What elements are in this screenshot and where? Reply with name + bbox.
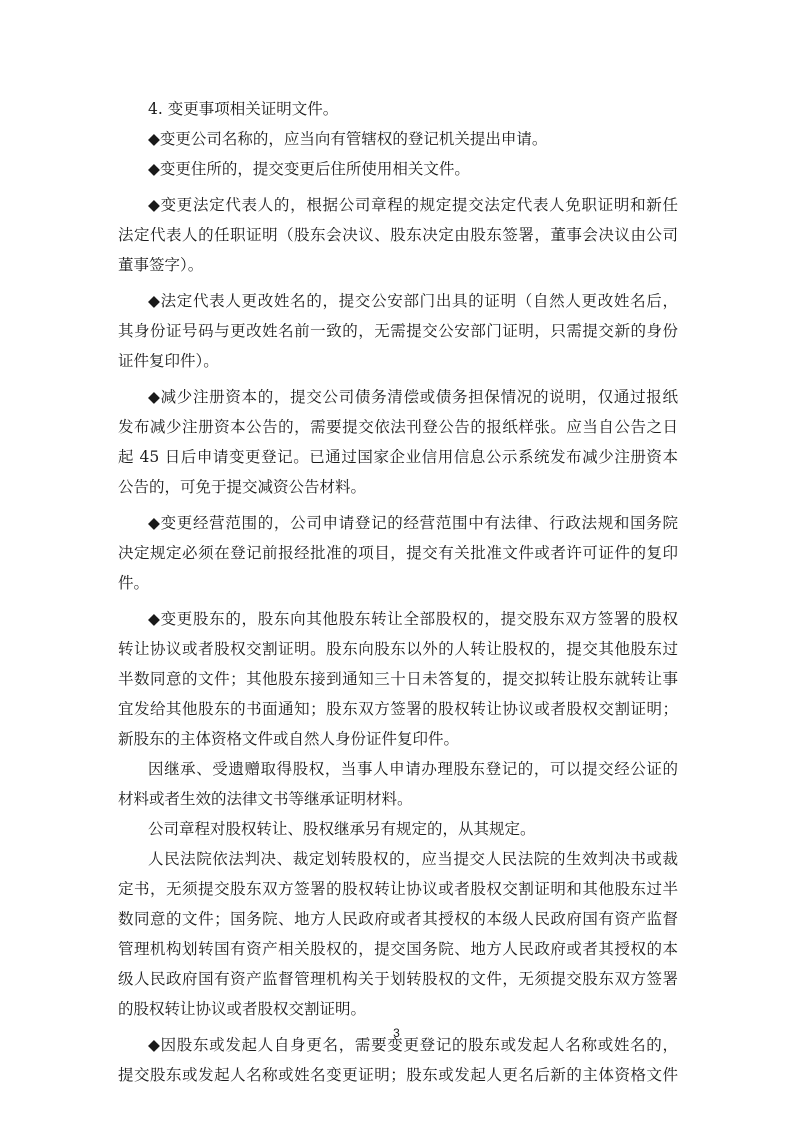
text-line: 管理机构划转国有资产相关股权的，提交国务院、地方人民政府或者其授权的本 [118,940,678,958]
text-line: 宜发给其他股东的书面通知；股东双方签署的股权转让协议或者股权交割证明； [118,700,678,718]
text-line: ◆法定代表人更改姓名的，提交公安部门出具的证明（自然人更改姓名后， [148,292,678,310]
text-line: 级人民政府国有资产监督管理机构关于划转股权的文件，无须提交股东双方签署 [118,970,678,988]
text-line: ◆变更住所的，提交变更后住所使用相关文件。 [148,160,470,178]
text-line: 新股东的主体资格文件或自然人身份证件复印件。 [118,730,460,748]
text-line: 人民法院依法判决、裁定划转股权的，应当提交人民法院的生效判决书或裁 [148,850,678,868]
text-line: 材料或者生效的法律文书等继承证明材料。 [118,790,413,808]
text-line: 数同意的文件；国务院、地方人民政府或者其授权的本级人民政府国有资产监督 [118,910,678,928]
text-line: ◆变更公司名称的，应当向有管辖权的登记机关提出申请。 [148,130,548,148]
text-line: ◆变更经营范围的，公司申请登记的经营范围中有法律、行政法规和国务院 [148,514,678,532]
text-line: 法定代表人的任职证明（股东会决议、股东决定由股东签署，董事会决议由公司 [118,226,678,244]
text-line: 4. 变更事项相关证明文件。 [148,100,339,118]
text-line: ◆减少注册资本的，提交公司债务清偿或债务担保情况的说明，仅通过报纸 [148,388,678,406]
text-line: 其身份证号码与更改姓名前一致的，无需提交公安部门证明，只需提交新的身份 [118,322,678,340]
text-line: 因继承、受遗赠取得股权，当事人申请办理股东登记的，可以提交经公证的 [148,760,678,778]
text-line: 董事签字）。 [118,256,204,274]
text-line: 证件复印件）。 [118,352,219,370]
text-line: 公司章程对股权转让、股权继承另有规定的，从其规定。 [148,820,536,838]
text-line: 的股权转让协议或者股权交割证明。 [118,1000,367,1018]
text-line: 决定规定必须在登记前报经批准的项目，提交有关批准文件或者许可证件的复印 [118,544,678,562]
text-line: 定书，无须提交股东双方签署的股权转让协议或者股权交割证明和其他股东过半 [118,880,678,898]
text-line: 公告的，可免于提交减资公告材料。 [118,478,367,496]
text-line: 件。 [118,574,150,592]
page-number: 3 [393,1026,400,1040]
text-line: 提交股东或发起人名称或姓名变更证明；股东或发起人更名后新的主体资格文件 [118,1066,678,1084]
text-line: 发布减少注册资本公告的，需要提交依法刊登公告的报纸样张。应当自公告之日 [118,418,678,436]
text-line: 半数同意的文件；其他股东接到通知三十日未答复的，提交拟转让股东就转让事 [118,670,678,688]
text-line: 起 45 日后申请变更登记。已通过国家企业信用信息公示系统发布减少注册资本 [118,448,678,466]
text-line: 转让协议或者股权交割证明。股东向股东以外的人转让股权的，提交其他股东过 [118,640,678,658]
text-line: ◆因股东或发起人自身更名，需要变更登记的股东或发起人名称或姓名的， [148,1036,678,1054]
text-line: ◆变更法定代表人的，根据公司章程的规定提交法定代表人免职证明和新任 [148,196,678,214]
document-body [118,94,678,1090]
text-line: ◆变更股东的，股东向其他股东转让全部股权的，提交股东双方签署的股权 [148,610,678,628]
